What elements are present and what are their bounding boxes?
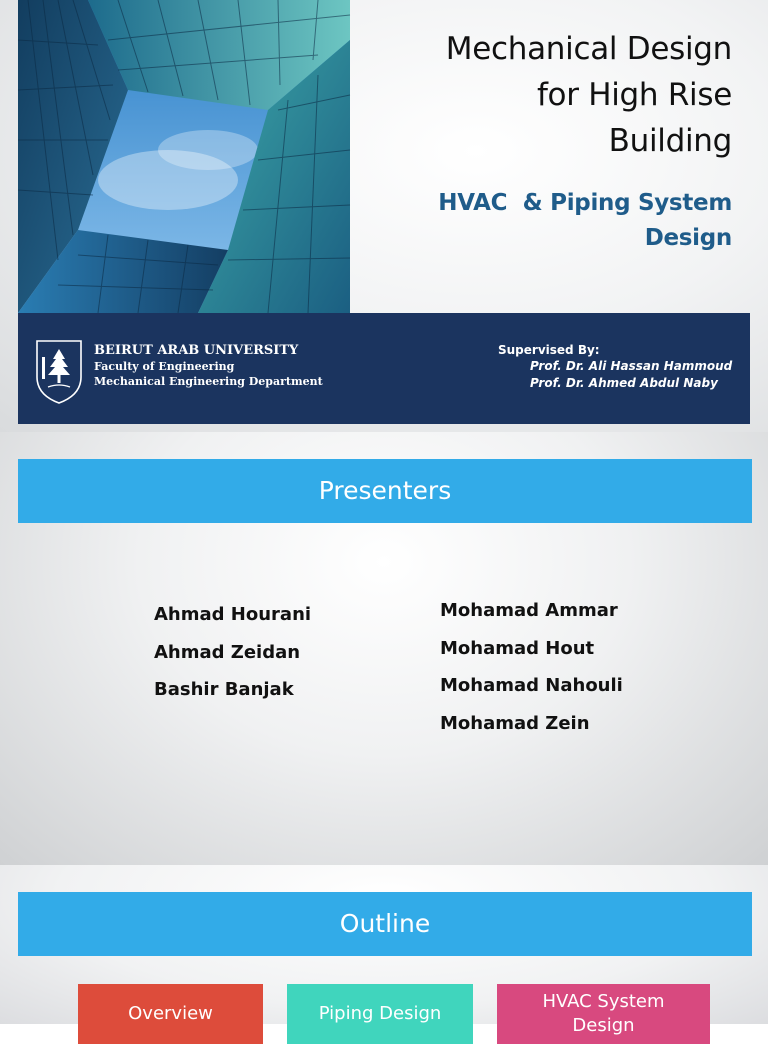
title-line: Building (608, 123, 732, 159)
building-sky-photo (18, 0, 350, 313)
presenter-name: Ahmad Zeidan (154, 641, 301, 663)
outline-item-overview[interactable] (78, 984, 263, 1044)
outline-heading: Outline (18, 892, 752, 956)
outline-item-label: Overview (128, 1003, 213, 1024)
glass-towers-image (18, 0, 350, 313)
title-slide (0, 0, 768, 432)
supervisor-name: Prof. Dr. Ali Hassan Hammoud (530, 359, 733, 373)
outline-item-label: HVAC System (542, 991, 665, 1012)
presenter-name: Bashir Banjak (154, 679, 294, 700)
presenter-name: Mohamad Zein (440, 712, 590, 734)
faculty-name: Faculty of Engineering (94, 360, 235, 373)
slide-title (352, 26, 732, 164)
outline-item-label: Design (572, 1015, 635, 1036)
presenter-name: Ahmad Hourani (154, 604, 312, 625)
university-info (94, 343, 323, 389)
subtitle-line: HVAC & Piping System (438, 190, 732, 216)
university-crest-icon (34, 337, 84, 405)
supervised-label: Supervised By: (498, 343, 600, 357)
presenters-slide (0, 432, 768, 865)
outline-item-label: Piping Design (318, 1003, 442, 1024)
department-name: Mechanical Engineering Department (94, 375, 323, 388)
title-block (352, 26, 732, 256)
subtitle-line: Design (644, 225, 732, 251)
supervisors (498, 342, 732, 392)
outline-item-piping-design[interactable] (287, 984, 473, 1044)
presenters-right-column (440, 592, 623, 742)
presenter-name: Mohamad Hout (440, 637, 595, 659)
supervisor-name: Prof. Dr. Ahmed Abdul Naby (530, 376, 718, 390)
outline-item-hvac-system-design[interactable] (497, 984, 710, 1044)
university-banner (18, 313, 750, 424)
outline-slide (0, 865, 768, 1036)
presenters-heading: Presenters (18, 459, 752, 523)
title-line: for High Rise (536, 77, 732, 113)
slide-subtitle (352, 186, 732, 256)
title-line: Mechanical Design (445, 31, 732, 67)
presenter-name: Mohamad Nahouli (440, 675, 623, 696)
university-name: BEIRUT ARAB UNIVERSITY (94, 343, 299, 358)
presenters-left-column (154, 596, 311, 709)
presenter-name: Mohamad Ammar (440, 600, 618, 621)
